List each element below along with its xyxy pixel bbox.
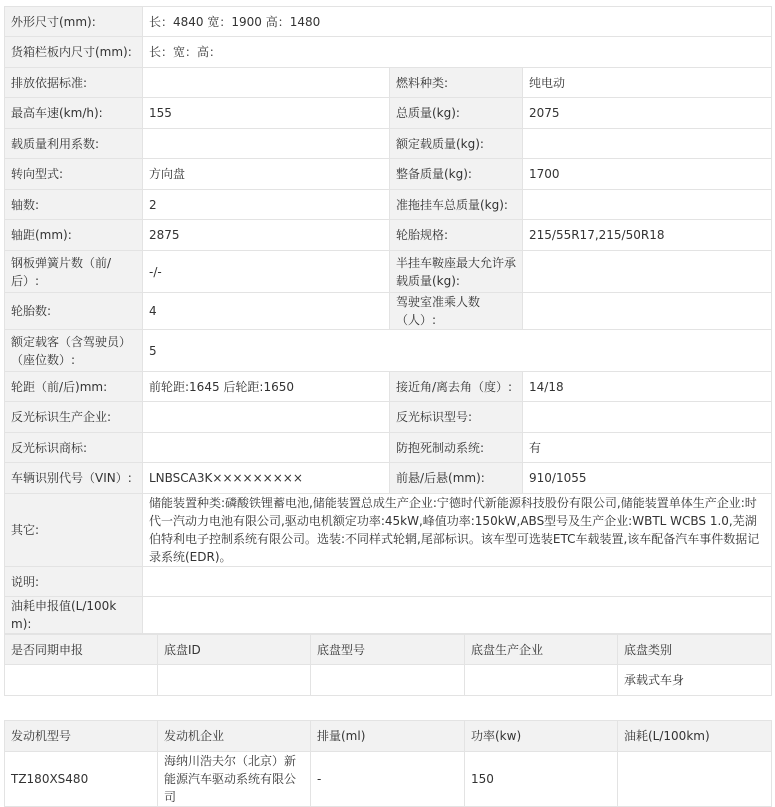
spec-label: 接近角/离去角（度）: (390, 372, 523, 402)
table-row (5, 567, 772, 597)
spec-value: -/- (143, 251, 390, 293)
spec-value: 910/1055 (523, 463, 772, 494)
chassis-table (4, 634, 772, 696)
spec-label: 转向型式: (5, 159, 143, 190)
table-row (5, 129, 772, 159)
spec-value: 纯电动 (523, 68, 772, 98)
spec-value: 2 (143, 190, 390, 220)
table-row (5, 665, 772, 696)
spec-label: 额定载客（含驾驶员）（座位数）: (5, 330, 143, 372)
spec-label: 轮距（前/后)mm: (5, 372, 143, 402)
table-row (5, 463, 772, 494)
table-cell: 承载式车身 (618, 665, 772, 696)
spec-label: 反光标识生产企业: (5, 402, 143, 433)
spec-label: 半挂车鞍座最大允许承载质量(kg): (390, 251, 523, 293)
spec-label: 车辆识别代号（VIN）: (5, 463, 143, 494)
table-row (5, 37, 772, 68)
column-header: 发动机企业 (158, 721, 311, 752)
table-row (5, 7, 772, 37)
spec-value: 2875 (143, 220, 390, 251)
spec-label: 前悬/后悬(mm): (390, 463, 523, 494)
spec-value: 长：宽：高： (143, 37, 772, 68)
table-row (5, 752, 772, 807)
spec-label: 钢板弹簧片数（前/后）: (5, 251, 143, 293)
spec-value: 长：4840 宽：1900 高：1480 (143, 7, 772, 37)
table-cell (311, 665, 465, 696)
table-row (5, 220, 772, 251)
table-row (5, 68, 772, 98)
spec-label: 其它: (5, 494, 143, 567)
spec-label: 反光标识型号: (390, 402, 523, 433)
table-row (5, 433, 772, 463)
spec-value: 2075 (523, 98, 772, 129)
spec-value (523, 129, 772, 159)
table-row (5, 98, 772, 129)
table-cell (158, 665, 311, 696)
table-cell (618, 752, 772, 807)
spec-label: 防抱死制动系统: (390, 433, 523, 463)
table-row (5, 251, 772, 293)
table-cell: - (311, 752, 465, 807)
spec-value (523, 293, 772, 330)
spec-value (143, 433, 390, 463)
spec-value: 155 (143, 98, 390, 129)
spec-value: 前轮距:1645 后轮距:1650 (143, 372, 390, 402)
spec-value (143, 129, 390, 159)
spec-value: 4 (143, 293, 390, 330)
table-header-row (5, 635, 772, 665)
spec-value (523, 251, 772, 293)
column-header: 是否同期申报 (5, 635, 158, 665)
spec-label: 外形尺寸(mm): (5, 7, 143, 37)
table-row (5, 293, 772, 330)
column-header: 油耗(L/100km) (618, 721, 772, 752)
engine-table (4, 720, 772, 807)
column-header: 发动机型号 (5, 721, 158, 752)
spec-value: 方向盘 (143, 159, 390, 190)
spec-value (523, 402, 772, 433)
table-row (5, 597, 772, 634)
spec-label: 轮胎规格: (390, 220, 523, 251)
spec-value: 有 (523, 433, 772, 463)
column-header: 底盘类别 (618, 635, 772, 665)
spec-label: 载质量利用系数: (5, 129, 143, 159)
spec-label: 最高车速(km/h): (5, 98, 143, 129)
table-cell (465, 665, 618, 696)
spec-value: 215/55R17,215/50R18 (523, 220, 772, 251)
column-header: 底盘生产企业 (465, 635, 618, 665)
table-row (5, 330, 772, 372)
spec-value (143, 402, 390, 433)
table-cell: 海纳川浩夫尔（北京）新能源汽车驱动系统有限公司 (158, 752, 311, 807)
table-cell (5, 665, 158, 696)
spec-value: 1700 (523, 159, 772, 190)
vehicle-spec-table (4, 6, 772, 634)
table-row (5, 190, 772, 220)
table-row (5, 402, 772, 433)
table-cell: 150 (465, 752, 618, 807)
vin-value: LNBSCA3K××××××××× (143, 463, 390, 494)
column-header: 排量(ml) (311, 721, 465, 752)
spec-label: 额定载质量(kg): (390, 129, 523, 159)
spec-label: 货箱栏板内尺寸(mm): (5, 37, 143, 68)
spec-label: 反光标识商标: (5, 433, 143, 463)
table-row (5, 494, 772, 567)
spec-value (143, 68, 390, 98)
column-header: 功率(kw) (465, 721, 618, 752)
spec-value: 14/18 (523, 372, 772, 402)
table-row (5, 372, 772, 402)
other-notes-value: 储能装置种类:磷酸铁锂蓄电池,储能装置总成生产企业:宁德时代新能源科技股份有限公司,储能装置单体生产企业:时代一汽动力电池有限公司,驱动电机额定功率:45kW,峰值功率:150kW,ABS型号及生产企业:WBTL WCBS 1.0,芜湖伯特利电子控制系统有限公司。选装:不同样式轮辋,尾部标识。该车型可选装ETC车载装置,该车配备汽车事件数据记录系统(EDR)。 (143, 494, 772, 567)
spec-value (143, 597, 772, 634)
spec-label: 排放依据标准: (5, 68, 143, 98)
spec-label: 燃料种类: (390, 68, 523, 98)
spec-label: 轴数: (5, 190, 143, 220)
spec-value (143, 567, 772, 597)
spec-label: 准拖挂车总质量(kg): (390, 190, 523, 220)
spec-label: 总质量(kg): (390, 98, 523, 129)
spec-label: 整备质量(kg): (390, 159, 523, 190)
spec-label: 油耗申报值(L/100km): (5, 597, 143, 634)
spec-label: 驾驶室准乘人数（人）: (390, 293, 523, 330)
spec-label: 轴距(mm): (5, 220, 143, 251)
spec-label: 轮胎数: (5, 293, 143, 330)
table-cell: TZ180XS480 (5, 752, 158, 807)
table-row (5, 159, 772, 190)
spec-value: 5 (143, 330, 772, 372)
spec-label: 说明: (5, 567, 143, 597)
table-header-row (5, 721, 772, 752)
column-header: 底盘型号 (311, 635, 465, 665)
column-header: 底盘ID (158, 635, 311, 665)
spec-value (523, 190, 772, 220)
